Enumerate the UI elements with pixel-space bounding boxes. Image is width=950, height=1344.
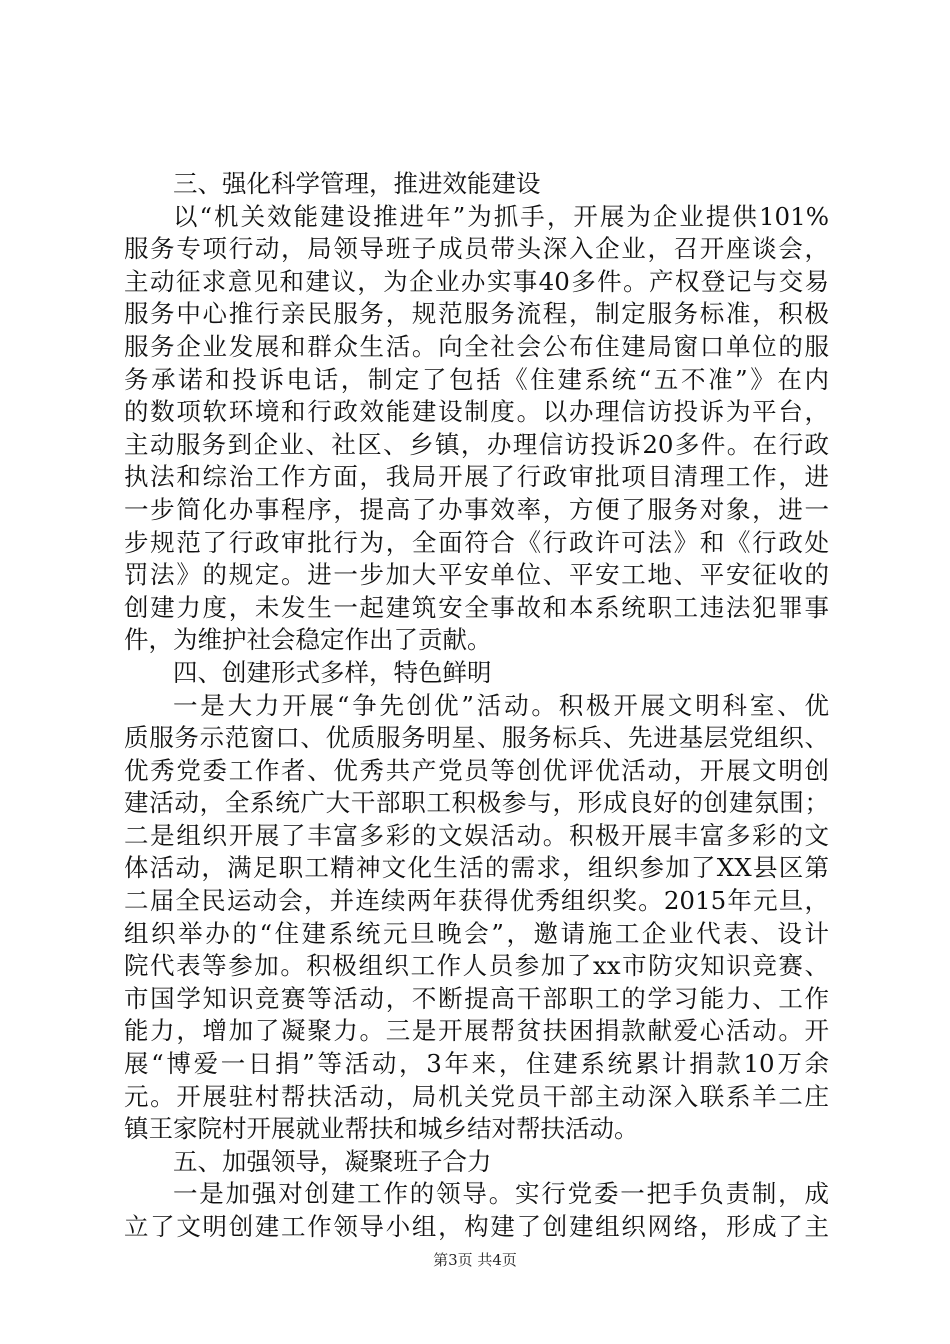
text-line: 步规范了行政审批行为，全面符合《行政许可法》和《行政处: [124, 527, 829, 557]
text-line: 执法和综治工作方面，我局开展了行政审批项目清理工作，进: [124, 462, 829, 492]
text-line: 主动服务到企业、社区、乡镇，办理信访投诉20多件。在行政: [124, 429, 829, 459]
text-line: 创建力度，未发生一起建筑安全事故和本系统职工违法犯罪事: [124, 592, 829, 622]
text-line: 务承诺和投诉电话，制定了包括《住建系统“五不准”》在内: [124, 364, 829, 394]
text-line: 元。开展驻村帮扶活动，局机关党员干部主动深入联系羊二庄: [124, 1081, 829, 1111]
text-line: 体活动，满足职工精神文化生活的需求，组织参加了XX县区第: [124, 853, 829, 883]
text-line: 二是组织开展了丰富多彩的文娱活动。积极开展丰富多彩的文: [124, 820, 829, 850]
text-line: 服务中心推行亲民服务，规范服务流程，制定服务标准，积极: [124, 299, 829, 329]
text-line: 一是加强对创建工作的领导。实行党委一把手负责制，成: [173, 1179, 829, 1209]
text-line: 的数项软环境和行政效能建设制度。以办理信访投诉为平台，: [124, 397, 829, 427]
text-line: 服务专项行动，局领导班子成员带头深入企业，召开座谈会，: [124, 234, 829, 264]
page-footer: 第3页 共4页: [433, 1251, 517, 1269]
text-line: 展“博爱一日捐”等活动，3年来，住建系统累计捐款10万余: [124, 1049, 829, 1079]
text-line: 件，为维护社会稳定作出了贡献。: [124, 625, 492, 655]
text-line: 三、强化科学管理，推进效能建设: [173, 169, 541, 198]
text-line: 服务企业发展和群众生活。向全社会公布住建局窗口单位的服: [124, 331, 829, 361]
text-line: 建活动，全系统广大干部职工积极参与，形成良好的创建氛围；: [124, 788, 829, 818]
text-line: 一是大力开展“争先创优”活动。积极开展文明科室、优: [173, 690, 829, 720]
text-line: 四、创建形式多样，特色鲜明: [173, 657, 492, 687]
document-body: [124, 168, 829, 1244]
text-line: 质服务示范窗口、优质服务明星、服务标兵、先进基层党组织、: [124, 723, 829, 753]
text-line: 立了文明创建工作领导小组，构建了创建组织网络，形成了主: [124, 1212, 829, 1241]
text-line: 院代表等参加。积极组织工作人员参加了xx市防灾知识竞赛、: [124, 951, 829, 981]
text-line: 二届全民运动会，并连续两年获得优秀组织奖。2015年元旦，: [124, 886, 829, 916]
text-line: 主动征求意见和建议，为企业办实事40多件。产权登记与交易: [124, 266, 829, 296]
text-line: 能力，增加了凝聚力。三是开展帮贫扶困捐款献爱心活动。开: [124, 1016, 829, 1046]
text-line: 一步简化办事程序，提高了办事效率，方便了服务对象，进一: [124, 494, 829, 524]
text-line: 镇王家院村开展就业帮扶和城乡结对帮扶活动。: [124, 1114, 639, 1144]
text-line: 以“机关效能建设推进年”为抓手，开展为企业提供101%: [173, 201, 829, 231]
text-line: 五、加强领导，凝聚班子合力: [173, 1146, 492, 1176]
text-line: 市国学知识竞赛等活动，不断提高干部职工的学习能力、工作: [124, 983, 829, 1013]
text-line: 组织举办的“住建系统元旦晚会”，邀请施工企业代表、设计: [124, 918, 829, 948]
text-line: 优秀党委工作者、优秀共产党员等创优评优活动，开展文明创: [124, 755, 829, 785]
text-line: 罚法》的规定。进一步加大平安单位、平安工地、平安征收的: [124, 560, 829, 590]
